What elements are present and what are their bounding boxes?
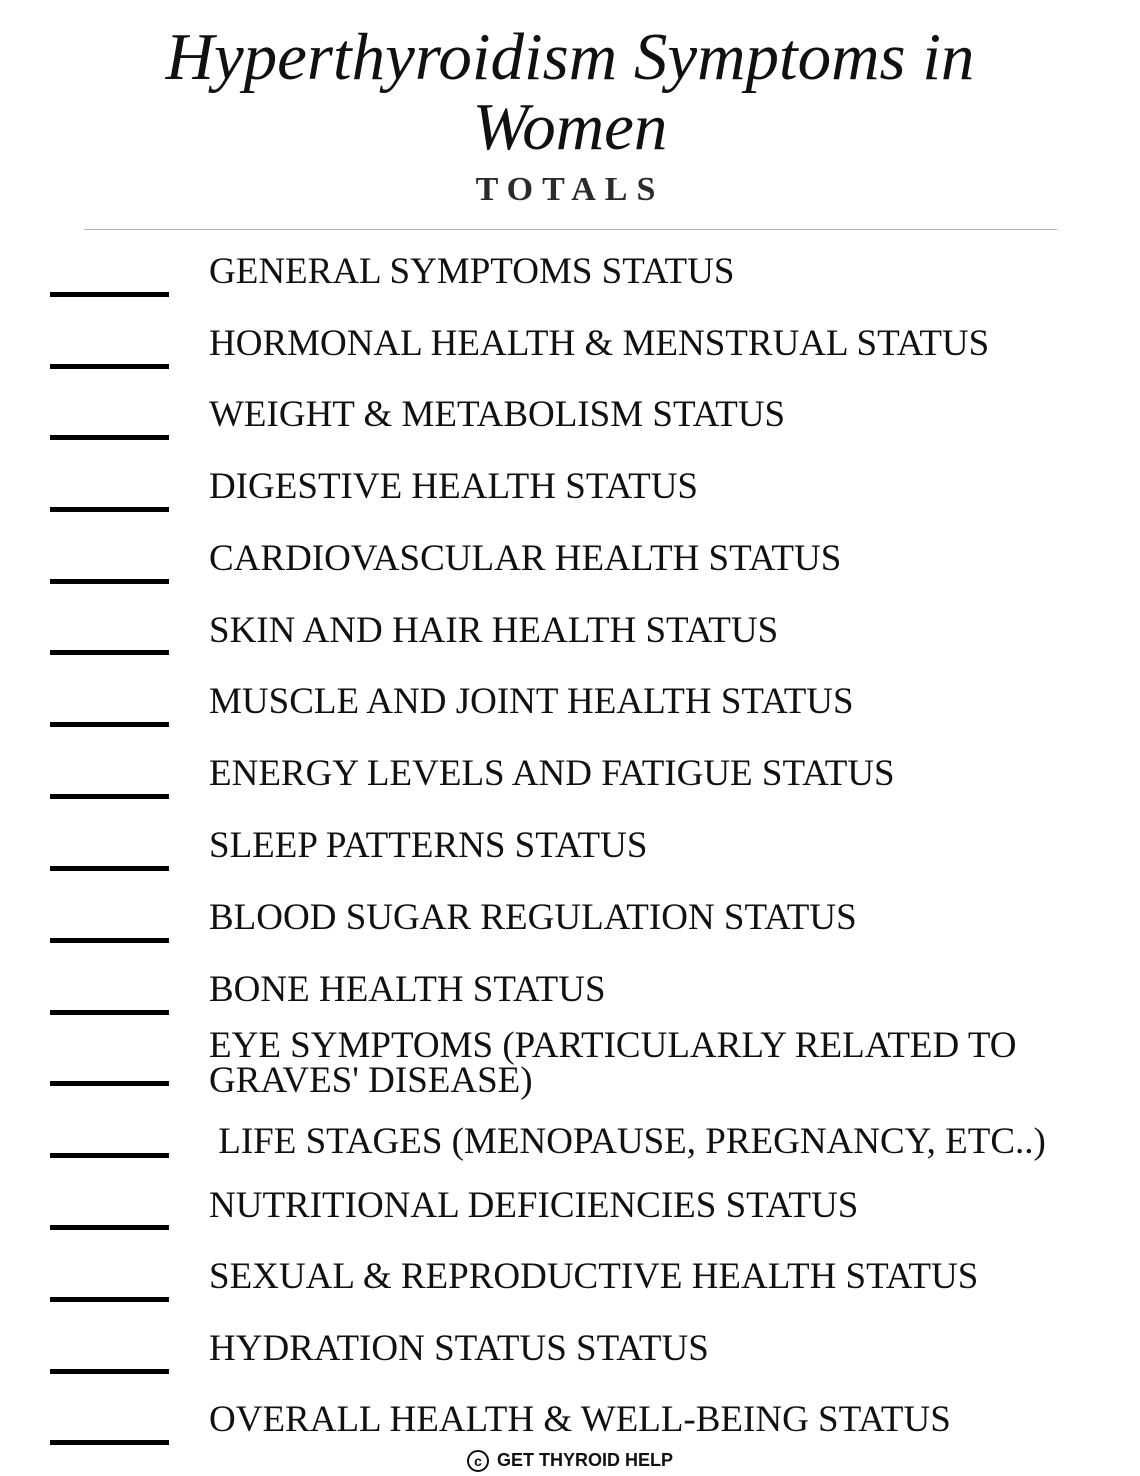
total-blank-line[interactable] — [50, 794, 169, 799]
item-label: MUSCLE AND JOINT HEALTH STATUS — [209, 681, 854, 722]
item-label: HYDRATION STATUS STATUS — [209, 1328, 709, 1369]
total-blank-line[interactable] — [50, 938, 169, 943]
total-blank-line[interactable] — [50, 1297, 169, 1302]
subtitle-totals: TOTALS — [475, 171, 665, 208]
footer-text: GET THYROID HELP — [496, 1450, 673, 1470]
footer-credit — [0, 1448, 1140, 1472]
total-blank-line[interactable] — [50, 1440, 169, 1445]
total-blank-line[interactable] — [50, 650, 169, 655]
item-label: DIGESTIVE HEALTH STATUS — [209, 466, 698, 507]
header-divider — [84, 229, 1057, 230]
total-blank-line[interactable] — [50, 1081, 169, 1086]
total-blank-line[interactable] — [50, 1369, 169, 1374]
item-label: NUTRITIONAL DEFICIENCIES STATUS — [209, 1185, 859, 1226]
total-blank-line[interactable] — [50, 507, 169, 512]
total-blank-line[interactable] — [50, 364, 169, 369]
total-blank-line[interactable] — [50, 1010, 169, 1015]
item-label: SLEEP PATTERNS STATUS — [209, 825, 648, 866]
total-blank-line[interactable] — [50, 1225, 169, 1230]
title-line-1: Hyperthyroidism Symptoms in — [165, 20, 975, 94]
item-label: LIFE STAGES (MENOPAUSE, PREGNANCY, ETC..) — [209, 1121, 1046, 1162]
item-label: GENERAL SYMPTOMS STATUS — [209, 251, 735, 292]
item-label: BLOOD SUGAR REGULATION STATUS — [209, 897, 857, 938]
item-label: CARDIOVASCULAR HEALTH STATUS — [209, 538, 842, 579]
item-label: OVERALL HEALTH & WELL-BEING STATUS — [209, 1399, 951, 1440]
item-label: ENERGY LEVELS AND FATIGUE STATUS — [209, 753, 895, 794]
item-label: SKIN AND HAIR HEALTH STATUS — [209, 610, 779, 651]
item-label: SEXUAL & REPRODUCTIVE HEALTH STATUS — [209, 1256, 979, 1297]
item-label: BONE HEALTH STATUS — [209, 969, 606, 1010]
total-blank-line[interactable] — [50, 292, 169, 297]
item-label: HORMONAL HEALTH & MENSTRUAL STATUS — [209, 323, 990, 364]
total-blank-line[interactable] — [50, 1153, 169, 1158]
page-title — [0, 22, 1140, 162]
item-label: WEIGHT & METABOLISM STATUS — [209, 394, 786, 435]
item-label: EYE SYMPTOMS (PARTICULARLY RELATED TO GRAVES' DISEASE) — [209, 1025, 1017, 1101]
total-blank-line[interactable] — [50, 435, 169, 440]
total-blank-line[interactable] — [50, 722, 169, 727]
copyright-icon: c — [467, 1450, 489, 1472]
title-line-2: Women — [472, 90, 668, 164]
total-blank-line[interactable] — [50, 579, 169, 584]
total-blank-line[interactable] — [50, 866, 169, 871]
